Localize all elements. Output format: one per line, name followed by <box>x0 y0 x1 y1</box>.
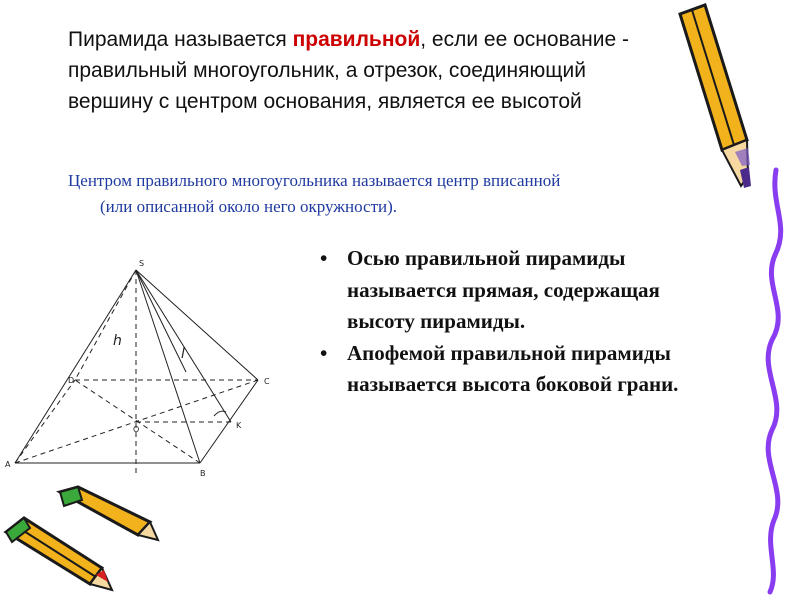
polygon-center-note <box>68 168 728 220</box>
facts-list <box>318 243 718 401</box>
pyramid-definition <box>68 24 658 117</box>
fact-apothem-text: Апофемой правильной пирамиды называется высота боковой грани. <box>347 340 679 396</box>
label-d: D <box>68 376 75 385</box>
center-note-line-1: Центром правильного многоугольника называется центр вписанной <box>68 171 561 190</box>
label-o: O <box>133 425 140 434</box>
label-b: B <box>200 469 206 478</box>
bullet-icon: • <box>320 246 328 270</box>
center-note-line-2: (или описанной около него окружности). <box>100 197 398 216</box>
pencil-icon <box>680 5 751 188</box>
label-l: l <box>181 346 185 362</box>
label-s: S <box>139 259 145 268</box>
label-c: C <box>264 377 270 386</box>
fact-axis-text: Осью правильной пирамиды называется прямая, содержащая высоту пирамиды. <box>347 246 660 333</box>
definition-text-end: , если ее основание - правильный многоугольник, а отрезок, соединяющий вершину с центром основания, является ее высотой <box>68 28 629 113</box>
edge-sd <box>75 270 136 380</box>
label-k: K <box>236 421 242 430</box>
squiggle-icon <box>768 170 781 592</box>
edge-ad <box>15 380 75 463</box>
inner-line <box>136 270 186 372</box>
label-h: h <box>113 333 122 349</box>
fact-apothem <box>318 338 718 401</box>
pencil-icon <box>60 487 158 540</box>
definition-text-start: Пирамида называется <box>68 28 293 51</box>
right-angle-arc <box>214 411 226 416</box>
bullet-icon: • <box>320 340 328 365</box>
label-a: A <box>5 460 11 469</box>
pyramid-diagram <box>0 250 300 480</box>
edge-sa <box>15 270 136 463</box>
definition-highlight: правильной <box>292 28 421 51</box>
fact-axis <box>318 243 718 338</box>
pencil-icon <box>6 518 112 590</box>
